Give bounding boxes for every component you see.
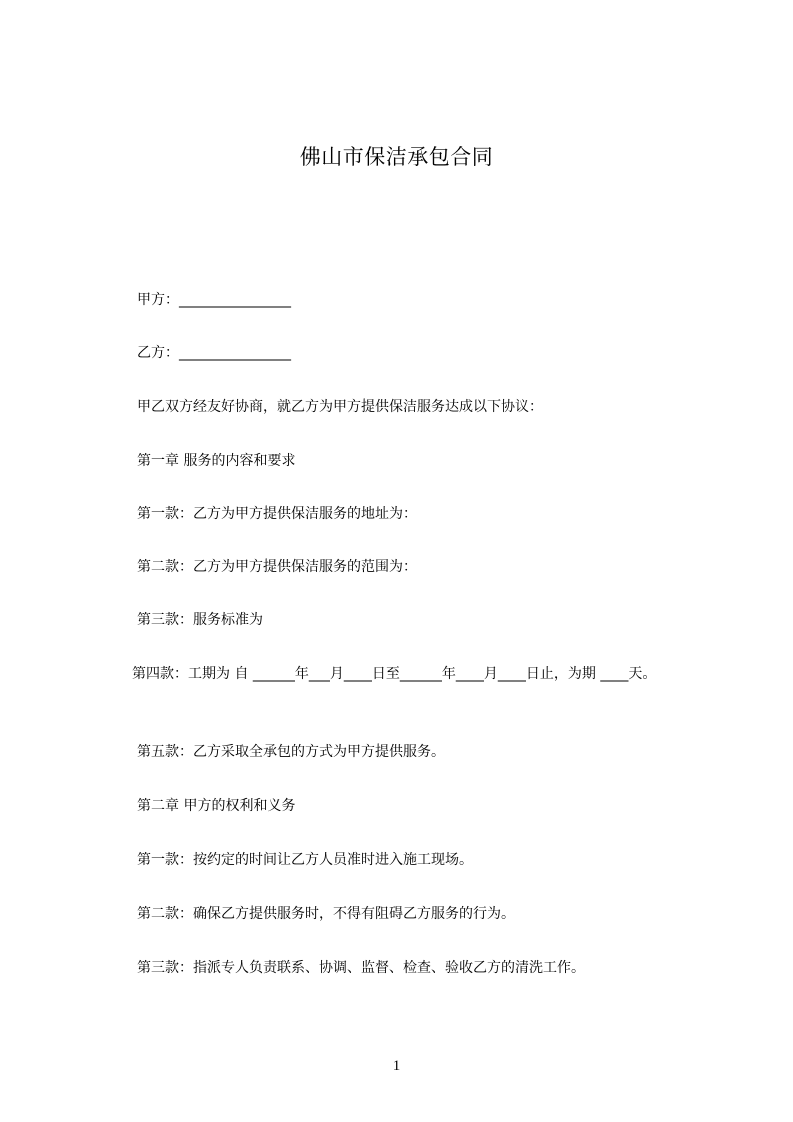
chapter-2-clause-3: 第三款：指派专人负责联系、协调、监督、检查、验收乙方的清洗工作。 <box>137 960 585 976</box>
chapter-1-clause-2: 第二款：乙方为甲方提供保洁服务的范围为： <box>137 559 417 575</box>
chapter-1-clause-3: 第三款：服务标准为 <box>137 612 263 628</box>
party-a-line: 甲方：________________ <box>137 292 291 308</box>
contract-title: 佛山市保洁承包合同 <box>299 145 494 169</box>
chapter-2-clause-1: 第一款：按约定的时间让乙方人员准时进入施工现场。 <box>137 852 473 868</box>
page-number: 1 <box>392 1058 401 1074</box>
party-b-line: 乙方：________________ <box>137 345 291 361</box>
chapter-2-heading: 第二章 甲方的权利和义务 <box>137 798 296 814</box>
chapter-1-clause-5: 第五款：乙方采取全承包的方式为甲方提供服务。 <box>137 744 445 760</box>
chapter-1-heading: 第一章 服务的内容和要求 <box>137 453 296 469</box>
intro-paragraph: 甲乙双方经友好协商，就乙方为甲方提供保洁服务达成以下协议： <box>137 399 543 415</box>
chapter-1-clause-4: 第四款：工期为 自 ______年___月____日至______年____月____日止，为期 ____天。 <box>132 666 657 682</box>
chapter-2-clause-2: 第二款：确保乙方提供服务时，不得有阻碍乙方服务的行为。 <box>137 906 515 922</box>
chapter-1-clause-1: 第一款：乙方为甲方提供保洁服务的地址为： <box>137 506 417 522</box>
